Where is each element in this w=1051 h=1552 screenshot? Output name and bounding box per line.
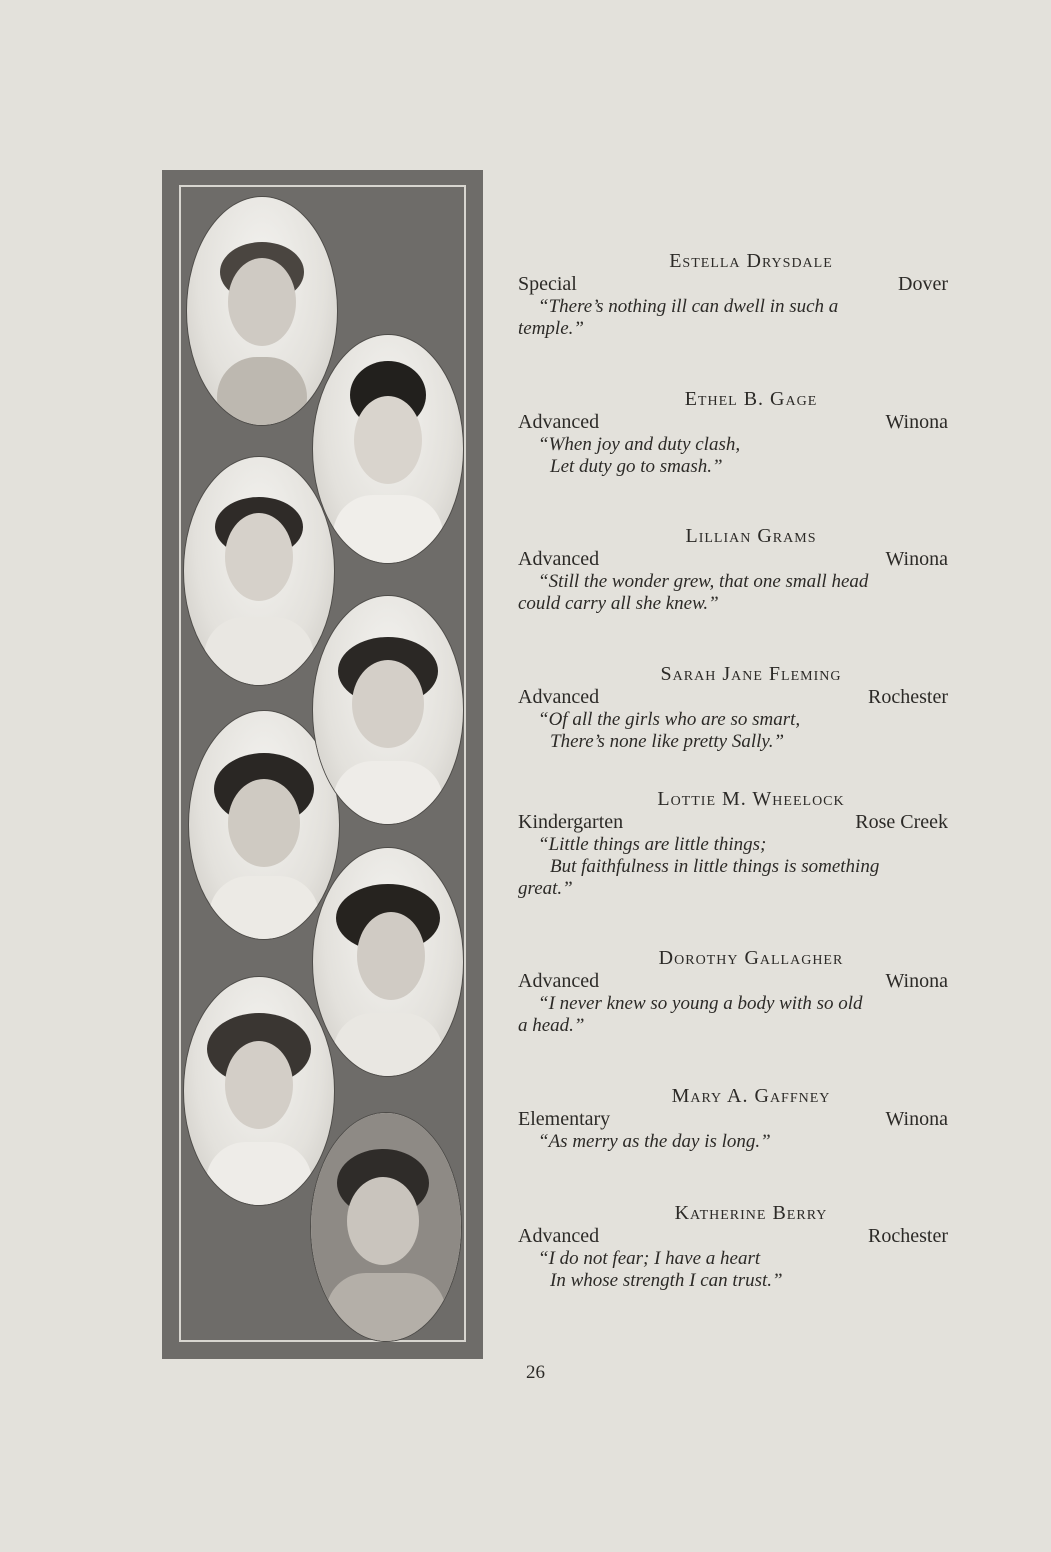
student-entry [518,947,948,1037]
student-name: Lillian Grams [685,525,817,547]
portrait-photo-1 [187,197,337,425]
student-course: Elementary [518,1108,611,1130]
student-town: Dover [898,273,948,295]
student-town: Winona [885,970,948,992]
student-course: Advanced [518,548,600,570]
portrait-photo-8 [311,1113,461,1341]
student-entry [518,388,948,478]
portrait-photo-4 [313,596,463,824]
student-quote: “Of all the girls who are so smart, There’s none like pretty Sally.” [538,709,801,752]
student-entry [518,1085,948,1153]
student-name: Katherine Berry [674,1202,828,1224]
student-course: Advanced [518,686,600,708]
student-course: Special [518,273,577,295]
student-entry [518,525,948,615]
portrait-photo-7 [184,977,334,1205]
portrait-panel [162,170,483,1359]
student-town: Winona [885,548,948,570]
portrait-photo-6 [313,848,463,1076]
student-course: Advanced [518,970,600,992]
student-name: Lottie M. Wheelock [657,788,845,810]
student-quote: “As merry as the day is long.” [538,1131,771,1152]
student-quote: “Little things are little things; But faithfulness in little things is something great.” [518,834,880,899]
student-name: Estella Drysdale [669,250,833,272]
student-town: Winona [885,1108,948,1130]
page-number: 26 [526,1362,545,1383]
student-course: Kindergarten [518,811,624,833]
portrait-photo-2 [313,335,463,563]
student-quote: “I do not fear; I have a heart In whose strength I can trust.” [538,1248,783,1291]
student-town: Rochester [868,686,948,708]
student-town: Rochester [868,1225,948,1247]
student-quote: “I never knew so young a body with so old a head.” [518,993,863,1036]
student-name: Mary A. Gaffney [671,1085,831,1107]
student-entry [518,663,948,753]
student-town: Winona [885,411,948,433]
portrait-photo-3 [184,457,334,685]
student-entry [518,1202,948,1292]
student-name: Ethel B. Gage [684,388,818,410]
student-name: Dorothy Gallagher [658,947,844,969]
student-quote: “Still the wonder grew, that one small head could carry all she knew.” [518,571,869,614]
student-course: Advanced [518,1225,600,1247]
student-town: Rose Creek [855,811,948,833]
student-course: Advanced [518,411,600,433]
student-name: Sarah Jane Fleming [660,663,842,685]
student-entry [518,788,948,900]
student-quote: “When joy and duty clash, Let duty go to smash.” [538,434,741,477]
student-entry [518,250,948,340]
student-quote: “There’s nothing ill can dwell in such a temple.” [518,296,839,339]
